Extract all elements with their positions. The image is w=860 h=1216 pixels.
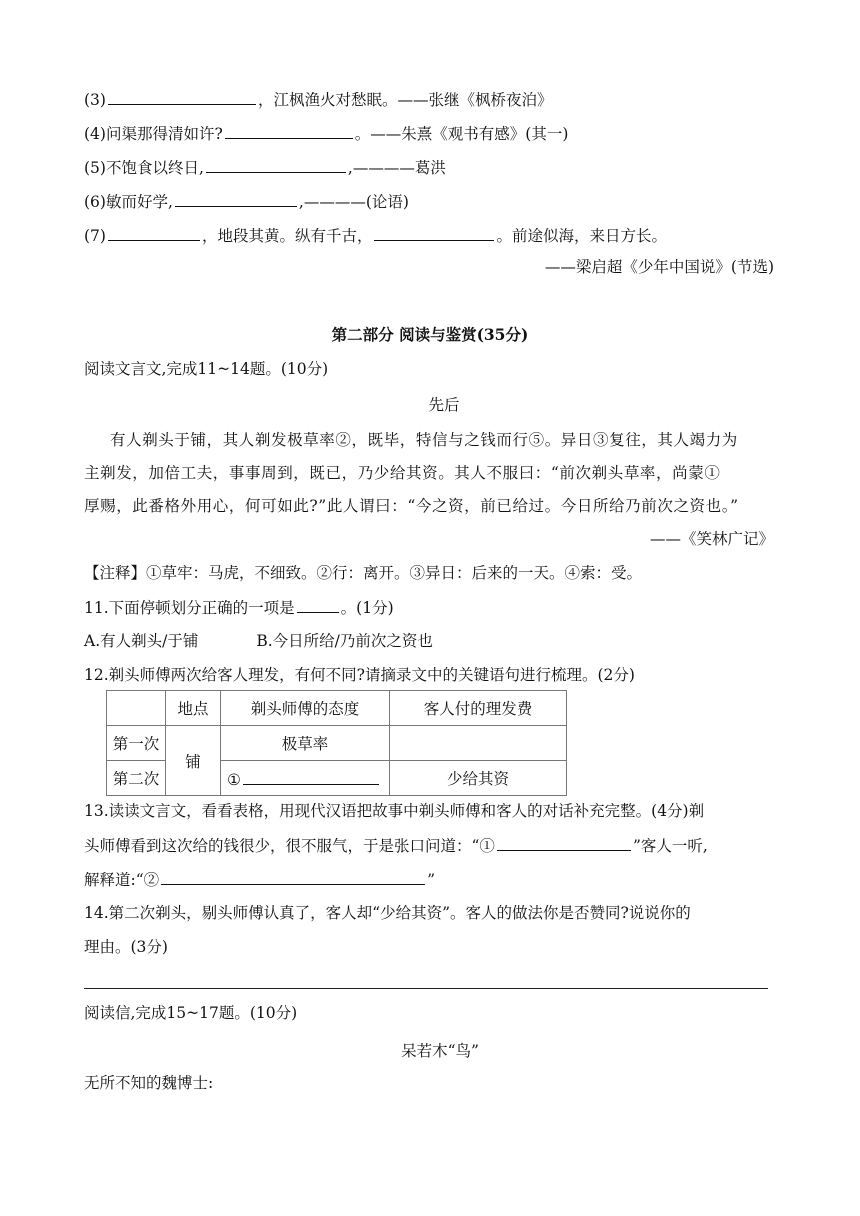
letter-greeting: 无所不知的魏博士: [84,1074,214,1092]
line-text: 。——朱熹《观书有感》(其一) [354,125,569,143]
question-text: 解释道:“② [84,871,160,889]
answer-blank[interactable] [297,596,339,613]
comparison-table [106,690,567,796]
section-title: 第二部分 阅读与鉴赏(35分) [331,325,529,344]
divider [84,988,768,989]
answer-blank[interactable] [243,768,379,785]
option-a[interactable]: A.有人剃头/于铺 [84,632,199,650]
table-cell [107,691,166,726]
passage-line: 厚赐，此番格外用心，何可如此?”此人谓曰：“今之资，前已给过。今日所给乃前次之资也。” [84,497,739,515]
table-cell: 第二次 [107,761,166,796]
line-text: (4)问渠那得清如许? [84,125,223,143]
table-header-row [107,691,567,726]
table-header: 地点 [166,691,221,726]
question-text: 头师傅看到这次给的钱很少，很不服气，于是张口问道：“① [84,837,495,855]
answer-blank[interactable] [206,156,346,173]
line-text: ,————(论语) [298,193,409,211]
fill-line-5 [84,156,446,179]
table-cell: 极草率 [221,726,390,761]
circled-number: ① [227,770,241,789]
question-13-line3 [84,868,435,891]
question-text: 。(1分) [340,599,394,617]
passage-title: 先后 [428,396,460,414]
line-text: ,————葛洪 [347,159,446,177]
answer-blank[interactable] [161,868,425,885]
table-cell[interactable] [390,726,567,761]
table-cell: 第一次 [107,726,166,761]
question-14-line2: 理由。(3分) [84,938,168,956]
question-13-line2 [84,834,708,857]
question-text: ”客人一听, [632,837,708,855]
annotation-note: 【注释】①草牢：马虎，不细致。②行：离开。③异日：后来的一天。④索：受。 [84,564,643,582]
question-text: ” [427,871,436,889]
answer-blank[interactable] [175,190,297,207]
answer-blank[interactable] [374,224,494,241]
fill-line-7 [84,224,667,247]
item-number: (7) [84,227,106,245]
item-number: (3) [84,91,106,109]
fill-line-4 [84,122,568,145]
table-row [107,726,567,761]
passage-body [84,424,776,523]
question-12: 12.剃头师傅两次给客人理发，有何不同?请摘录文中的关键语句进行梳理。(2分) [84,666,635,684]
letter-title: 呆若木“鸟” [401,1042,479,1060]
answer-blank[interactable] [497,834,631,851]
instruction: 阅读文言文,完成11~14题。(10分) [84,360,329,378]
fill-line-3 [84,88,552,111]
table-cell: 铺 [166,726,221,796]
line-text: ，地段其黄。纵有千古， [201,227,373,245]
table-header: 剃头师傅的态度 [221,691,390,726]
option-b[interactable]: B.今日所给/乃前次之资也 [256,632,433,650]
line-text: (6)敏而好学, [84,193,173,211]
answer-blank[interactable] [108,88,256,105]
table-cell: 少给其资 [390,761,567,796]
question-text: 11.下面停顿划分正确的一项是 [84,599,295,617]
line-text: 。前途似海，来日方长。 [496,227,667,245]
passage-line: 有人剃头于铺，其人剃发极草率②，既毕，特信与之钱而行⑤。异日③复往，其人竭力为 [110,431,738,449]
answer-blank[interactable] [108,224,200,241]
fill-line-6 [84,190,409,213]
passage-line: 主剃发，加倍工夫，事事周到，既已，乃少给其资。其人不服曰：“前次剃头草率，尚蒙① [84,464,721,482]
line-text: (5)不饱食以终日, [84,159,204,177]
passage-source: ——《笑林广记》 [649,530,774,548]
table-cell [221,761,390,796]
question-13-line1: 13.读读文言文，看看表格，用现代汉语把故事中剃头师傅和客人的对话补充完整。(4分)剃 [84,802,705,820]
line-text: ，江枫渔火对愁眠。——张继《枫桥夜泊》 [257,91,553,109]
table-header: 客人付的理发费 [390,691,567,726]
question-14-line1: 14.第二次剃头，剔头师傅认真了，客人却“少给其资”。客人的做法你是否赞同?说说你的 [84,904,691,922]
answer-blank[interactable] [225,122,353,139]
q11-options [84,630,433,652]
instruction: 阅读信,完成15~17题。(10分) [84,1004,298,1022]
citation: ——梁启超《少年中国说》(节选) [544,258,774,276]
question-11 [84,596,394,619]
